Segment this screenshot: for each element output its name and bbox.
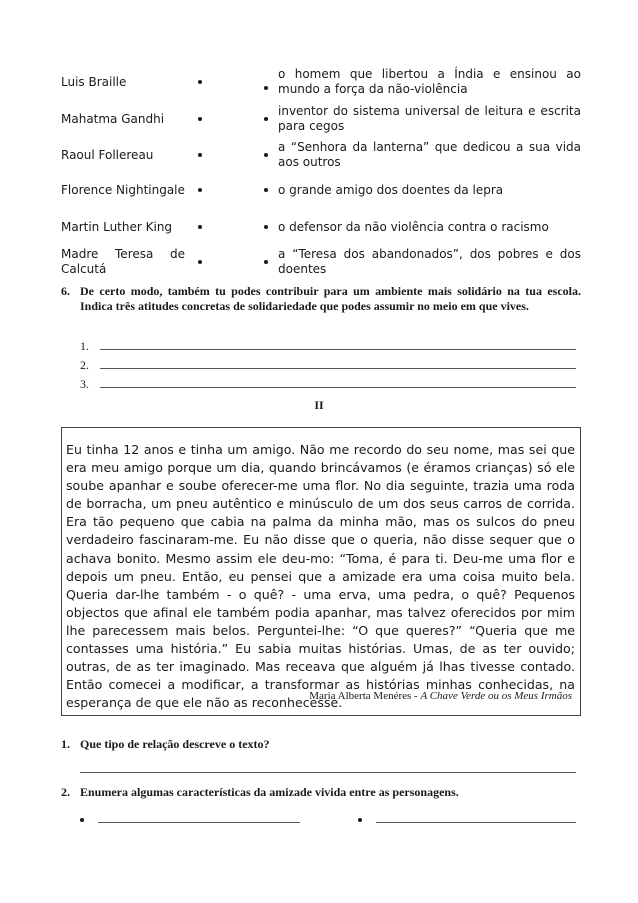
section-heading: II (314, 398, 324, 412)
question-number: 2. (61, 785, 70, 799)
left-dot[interactable] (198, 153, 202, 157)
answer-number: 2. (80, 358, 89, 372)
answer-field-q2-b[interactable] (376, 822, 576, 823)
match-description: a “Teresa dos abandonados”, dos pobres e dos doentes (278, 247, 581, 276)
match-description: a “Senhora da lanterna” que dedicou a sua vida aos outros (278, 140, 581, 169)
left-dot[interactable] (198, 260, 202, 264)
question-text: Enumera algumas características da amizade vivida entre as personagens. (80, 785, 459, 799)
answer-number: 3. (80, 377, 89, 391)
right-dot[interactable] (264, 86, 268, 90)
text-box (61, 427, 581, 716)
answer-field-1[interactable] (100, 349, 576, 350)
right-dot[interactable] (264, 117, 268, 121)
citation-work: A Chave Verde ou os Meus Irmãos (420, 690, 572, 702)
match-name: Luis Braille (61, 74, 127, 89)
left-dot[interactable] (198, 117, 202, 121)
right-dot[interactable] (264, 225, 268, 229)
right-dot[interactable] (264, 153, 268, 157)
match-description: o homem que libertou a Índia e ensinou ao mundo a força da não-violência (278, 67, 581, 96)
right-dot[interactable] (264, 188, 268, 192)
question-text: De certo modo, também tu podes contribuir para um ambiente mais solidário na tua escola. Indica três atitudes concretas de solidariedade que podes assumir no meio em que vives. (80, 284, 581, 313)
question-6 (61, 284, 581, 314)
match-row (61, 175, 581, 205)
answer-line-1 (80, 339, 100, 353)
answer-field-3[interactable] (100, 387, 576, 388)
match-row (61, 212, 581, 242)
answer-number: 1. (80, 339, 89, 353)
question-number: 1. (61, 737, 70, 751)
match-name: Raoul Follereau (61, 147, 154, 162)
match-name: Florence Nightingale (61, 182, 185, 197)
question-1 (61, 737, 581, 752)
match-description: o defensor da não violência contra o racismo (278, 220, 549, 234)
left-dot[interactable] (198, 188, 202, 192)
bullet-icon (358, 818, 362, 822)
question-text: Que tipo de relação descreve o texto? (80, 737, 270, 751)
bullet-icon (80, 818, 84, 822)
citation (309, 690, 572, 702)
question-2 (61, 785, 581, 800)
match-row (61, 104, 581, 134)
answer-field-q1[interactable] (80, 772, 576, 773)
match-name: Mahatma Gandhi (61, 111, 165, 126)
answer-field-2[interactable] (100, 368, 576, 369)
match-name: Madre Teresa de Calcutá (61, 247, 185, 276)
match-row (61, 67, 581, 97)
answer-line-2 (80, 358, 100, 372)
match-row (61, 140, 581, 170)
match-description: o grande amigo dos doentes da lepra (278, 183, 504, 197)
passage-text: Eu tinha 12 anos e tinha um amigo. Não me recordo do seu nome, mas sei que era meu amigo porque um dia, quando brincávamos (e éramos crianças) só ele soube apanhar e soube oferecer-me uma flor. No dia seguinte, trazia uma roda de borracha, um pneu autêntico e minúsculo de um dos seus carros de corrida. Era tão pequeno que cabia na palma da minha mão, mas os sulcos do pneu verdadeiro fascinaram-me. Eu não disse que o queria, não disse sequer que o achava bonito. Mesmo assim ele deu-mo: “Toma, é para ti. Deu-me uma flor e depois um pneu. Então, eu pensei que a amizade era uma coisa muito bela. Queria dar-lhe também - o quê? - uma erva, uma pedra, o quê? Pequenos objectos que afinal ele também podia apanhar, mas talvez oferecidos por mim lhe parecessem mais belos. Perguntei-lhe: “O que queres?” “Queria que me contasses uma história.” Eu sabia muitas histórias. Umas, de as ter ouvido; outras, de as ter imaginado. Mas receava que alguém já lhas tivesse contado. Então comecei a modificar, a transformar as histórias minhas conhecidas, na esperança de que ele não as reconhecesse. (66, 442, 575, 711)
left-dot[interactable] (198, 225, 202, 229)
match-row (61, 247, 581, 277)
right-dot[interactable] (264, 260, 268, 264)
answer-line-3 (80, 377, 100, 391)
answer-field-q2-a[interactable] (98, 822, 300, 823)
citation-author: Maria Alberta Menéres - (309, 690, 421, 702)
match-name: Martin Luther King (61, 219, 173, 234)
question-number: 6. (61, 284, 70, 298)
left-dot[interactable] (198, 80, 202, 84)
match-description: inventor do sistema universal de leitura e escrita para cegos (278, 104, 581, 133)
